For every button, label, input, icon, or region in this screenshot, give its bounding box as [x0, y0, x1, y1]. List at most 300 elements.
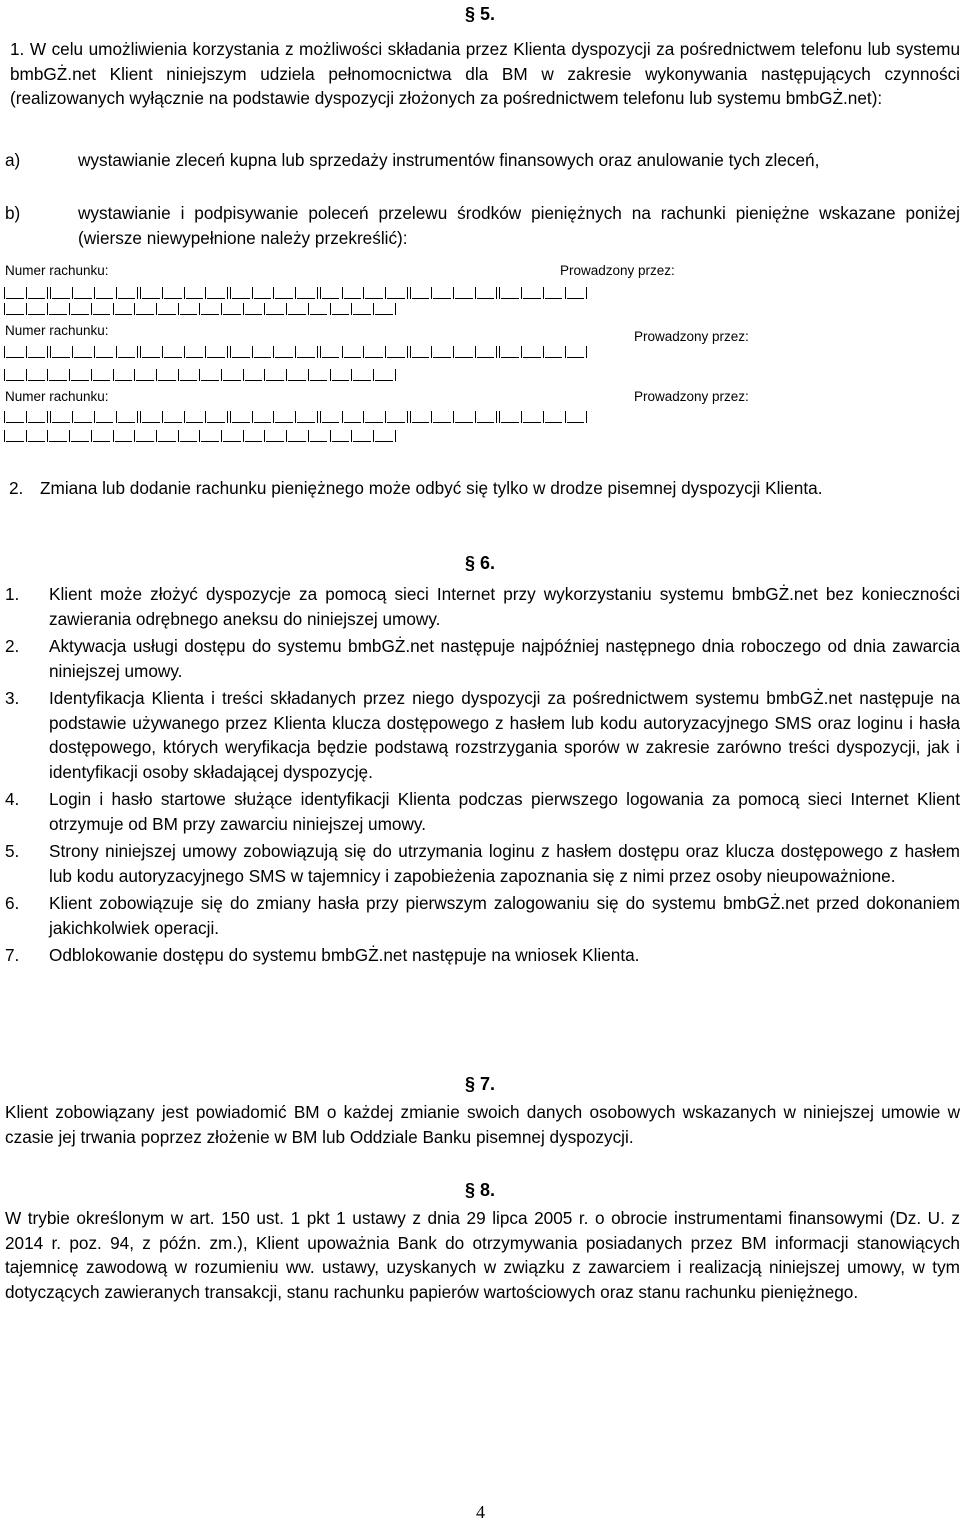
box-separator: [221, 430, 222, 442]
digit-box[interactable]: [322, 287, 340, 299]
list-text: Odblokowanie dostępu do systemu bmbGŻ.net następuje na wniosek Klienta.: [49, 945, 640, 965]
box-separator: [330, 430, 331, 442]
box-separator: [475, 411, 476, 423]
digit-box[interactable]: [71, 430, 89, 442]
digit-box[interactable]: [49, 369, 67, 381]
list-item: [5, 839, 960, 888]
digit-box[interactable]: [523, 411, 541, 423]
box-separator: [453, 411, 454, 423]
page-number: 4: [476, 1502, 485, 1522]
box-separator: [4, 430, 5, 442]
digit-box[interactable]: [477, 287, 495, 299]
box-separator: [496, 411, 497, 423]
digit-box[interactable]: [186, 411, 204, 423]
box-separator: [178, 303, 179, 315]
digit-box[interactable]: [523, 287, 541, 299]
digit-box[interactable]: [455, 287, 473, 299]
box-separator: [373, 430, 374, 442]
box-separator: [264, 303, 265, 315]
digit-box[interactable]: [142, 346, 160, 358]
box-separator: [26, 411, 27, 423]
digit-box[interactable]: [207, 411, 225, 423]
box-separator: [178, 430, 179, 442]
digit-box[interactable]: [115, 303, 133, 315]
digit-box[interactable]: [93, 369, 111, 381]
digit-box[interactable]: [545, 287, 563, 299]
digit-box[interactable]: [433, 287, 451, 299]
box-separator: [199, 430, 200, 442]
digit-box[interactable]: [136, 369, 154, 381]
list-number: 4.: [5, 789, 20, 809]
box-separator: [91, 369, 92, 381]
box-separator: [410, 287, 411, 299]
box-separator: [565, 411, 566, 423]
box-separator: [286, 430, 287, 442]
box-separator: [94, 346, 95, 358]
digit-box[interactable]: [232, 411, 250, 423]
digit-box[interactable]: [387, 411, 405, 423]
section-6-list: [5, 582, 960, 971]
digit-box[interactable]: [567, 346, 585, 358]
digit-box[interactable]: [501, 346, 519, 358]
list-item: [5, 943, 960, 968]
box-separator: [4, 346, 5, 358]
box-separator: [395, 303, 396, 315]
account-2-label: Numer rachunku:: [5, 323, 109, 338]
box-separator: [295, 287, 296, 299]
box-separator: [264, 369, 265, 381]
paragraph-text: Zmiana lub dodanie rachunku pieniężnego może odbyć się tylko w drodze pisemnej dyspozycji Klienta.: [40, 478, 823, 498]
list-text: wystawianie zleceń kupna lub sprzedaży instrumentów finansowych oraz anulowanie tych zleceń,: [78, 150, 820, 170]
box-separator: [320, 411, 321, 423]
box-separator: [26, 346, 27, 358]
digit-box[interactable]: [567, 287, 585, 299]
box-separator: [72, 411, 73, 423]
box-separator: [116, 346, 117, 358]
box-separator: [342, 287, 343, 299]
box-separator: [69, 369, 70, 381]
digit-box[interactable]: [158, 369, 176, 381]
digit-box[interactable]: [74, 287, 92, 299]
digit-box[interactable]: [180, 303, 198, 315]
box-separator: [162, 411, 163, 423]
box-separator: [137, 411, 138, 423]
digit-box[interactable]: [28, 287, 46, 299]
box-separator: [156, 303, 157, 315]
digit-box[interactable]: [455, 346, 473, 358]
digit-box[interactable]: [71, 369, 89, 381]
digit-box[interactable]: [223, 430, 241, 442]
digit-box[interactable]: [207, 287, 225, 299]
digit-box[interactable]: [433, 411, 451, 423]
digit-box[interactable]: [136, 430, 154, 442]
digit-box[interactable]: [322, 346, 340, 358]
box-separator: [264, 430, 265, 442]
account-1-digit-boxes-row2[interactable]: [4, 303, 395, 317]
digit-box[interactable]: [223, 303, 241, 315]
box-separator: [395, 369, 396, 381]
section-6-heading: § 6.: [465, 553, 496, 573]
digit-box[interactable]: [158, 430, 176, 442]
box-separator: [184, 346, 185, 358]
box-separator: [205, 411, 206, 423]
box-separator: [475, 287, 476, 299]
box-separator: [395, 430, 396, 442]
box-separator: [47, 303, 48, 315]
digit-box[interactable]: [207, 346, 225, 358]
digit-box[interactable]: [332, 303, 350, 315]
digit-box[interactable]: [158, 303, 176, 315]
digit-box[interactable]: [118, 346, 136, 358]
digit-box[interactable]: [115, 369, 133, 381]
box-separator: [342, 411, 343, 423]
box-separator: [407, 346, 408, 358]
box-separator: [4, 287, 5, 299]
digit-box[interactable]: [93, 430, 111, 442]
account-1-kept-by: Prowadzony przez:: [560, 263, 675, 278]
box-separator: [243, 430, 244, 442]
box-separator: [72, 346, 73, 358]
digit-box[interactable]: [375, 430, 393, 442]
digit-box[interactable]: [353, 369, 371, 381]
account-1-digit-boxes-row1[interactable]: [4, 287, 589, 301]
digit-box[interactable]: [412, 346, 430, 358]
digit-box[interactable]: [297, 287, 315, 299]
box-separator: [543, 287, 544, 299]
digit-box[interactable]: [310, 369, 328, 381]
box-separator: [26, 303, 27, 315]
box-separator: [137, 346, 138, 358]
section-8-text: W trybie określonym w art. 150 ust. 1 pkt 1 ustawy z dnia 29 lipca 2005 r. o obrocie instrumentami finansowymi (Dz. U. z 2014 r. poz. 94, z późn. zm.), Klient upoważnia Bank do otrzymywania posiadanych przez BM informacji stanowiących tajemnicę zawodową w rozumieniu ww. ustawy, uzyskanych w związku z zawarciem i realizacją niniejszej umowy, w tym dotyczących zawieranych transakcji, stanu rachunku papierów wartościowych oraz stanu rachunku pieniężnego.: [5, 1208, 960, 1302]
digit-box[interactable]: [412, 411, 430, 423]
digit-box[interactable]: [6, 369, 24, 381]
list-label: b): [5, 203, 21, 223]
box-separator: [140, 287, 141, 299]
box-separator: [230, 346, 231, 358]
box-separator: [586, 411, 587, 423]
list-number: 5.: [5, 841, 20, 861]
box-separator: [431, 287, 432, 299]
box-separator: [499, 411, 500, 423]
digit-box[interactable]: [275, 411, 293, 423]
digit-box[interactable]: [180, 430, 198, 442]
digit-box[interactable]: [254, 346, 272, 358]
box-separator: [373, 369, 374, 381]
box-separator: [407, 287, 408, 299]
digit-box[interactable]: [288, 369, 306, 381]
box-separator: [363, 287, 364, 299]
box-separator: [221, 303, 222, 315]
box-separator: [91, 430, 92, 442]
box-separator: [72, 287, 73, 299]
box-separator: [134, 369, 135, 381]
digit-box[interactable]: [375, 303, 393, 315]
box-separator: [205, 346, 206, 358]
list-item: [5, 787, 960, 836]
box-separator: [586, 287, 587, 299]
box-separator: [227, 287, 228, 299]
box-separator: [47, 346, 48, 358]
digit-box[interactable]: [501, 287, 519, 299]
box-separator: [496, 346, 497, 358]
digit-box[interactable]: [288, 303, 306, 315]
box-separator: [286, 369, 287, 381]
digit-box[interactable]: [455, 411, 473, 423]
box-separator: [373, 303, 374, 315]
digit-box[interactable]: [365, 287, 383, 299]
digit-box[interactable]: [115, 430, 133, 442]
box-separator: [363, 411, 364, 423]
digit-box[interactable]: [186, 287, 204, 299]
digit-box[interactable]: [6, 303, 24, 315]
box-separator: [113, 303, 114, 315]
box-separator: [243, 369, 244, 381]
digit-box[interactable]: [288, 430, 306, 442]
list-item-b: [5, 201, 960, 250]
box-separator: [317, 411, 318, 423]
account-2-kept-by: Prowadzony przez:: [634, 329, 749, 344]
digit-box[interactable]: [118, 411, 136, 423]
digit-box[interactable]: [375, 369, 393, 381]
digit-box[interactable]: [201, 303, 219, 315]
box-separator: [134, 430, 135, 442]
digit-box[interactable]: [254, 287, 272, 299]
digit-box[interactable]: [353, 303, 371, 315]
box-separator: [308, 369, 309, 381]
digit-box[interactable]: [344, 346, 362, 358]
box-separator: [410, 411, 411, 423]
digit-box[interactable]: [310, 303, 328, 315]
section-sign: §: [465, 553, 481, 573]
section-sign: §: [465, 4, 481, 24]
digit-box[interactable]: [201, 430, 219, 442]
digit-box[interactable]: [275, 287, 293, 299]
list-text: Klient zobowiązuje się do zmiany hasła przy pierwszym zalogowaniu się do systemu bmbGŻ.net przed dokonaniem jakichkolwiek operacji.: [49, 893, 960, 938]
digit-box[interactable]: [501, 411, 519, 423]
box-separator: [453, 287, 454, 299]
digit-box[interactable]: [275, 346, 293, 358]
box-separator: [496, 287, 497, 299]
box-separator: [26, 430, 27, 442]
box-separator: [286, 303, 287, 315]
box-separator: [221, 369, 222, 381]
digit-box[interactable]: [6, 346, 24, 358]
digit-box[interactable]: [477, 346, 495, 358]
box-separator: [184, 287, 185, 299]
box-separator: [4, 303, 5, 315]
digit-box[interactable]: [232, 346, 250, 358]
digit-box[interactable]: [28, 303, 46, 315]
box-separator: [475, 346, 476, 358]
box-separator: [50, 346, 51, 358]
digit-box[interactable]: [164, 411, 182, 423]
box-separator: [50, 411, 51, 423]
digit-box[interactable]: [344, 411, 362, 423]
digit-box[interactable]: [232, 287, 250, 299]
list-number: 1.: [5, 584, 20, 604]
box-separator: [342, 346, 343, 358]
digit-box[interactable]: [164, 346, 182, 358]
box-separator: [521, 287, 522, 299]
digit-box[interactable]: [49, 303, 67, 315]
box-separator: [320, 346, 321, 358]
box-separator: [162, 346, 163, 358]
digit-box[interactable]: [74, 411, 92, 423]
digit-box[interactable]: [52, 411, 70, 423]
box-separator: [4, 369, 5, 381]
box-separator: [499, 346, 500, 358]
box-separator: [543, 346, 544, 358]
section-sign: §: [465, 1074, 481, 1094]
digit-box[interactable]: [6, 430, 24, 442]
box-separator: [162, 287, 163, 299]
section-8-heading: § 8.: [465, 1180, 496, 1200]
digit-box[interactable]: [52, 346, 70, 358]
digit-box[interactable]: [310, 430, 328, 442]
box-separator: [140, 411, 141, 423]
digit-box[interactable]: [332, 430, 350, 442]
box-separator: [156, 369, 157, 381]
box-separator: [407, 411, 408, 423]
digit-box[interactable]: [186, 346, 204, 358]
box-separator: [91, 303, 92, 315]
digit-box[interactable]: [28, 346, 46, 358]
list-item: [5, 582, 960, 631]
box-separator: [385, 346, 386, 358]
digit-box[interactable]: [545, 346, 563, 358]
digit-box[interactable]: [545, 411, 563, 423]
digit-box[interactable]: [28, 369, 46, 381]
box-separator: [230, 411, 231, 423]
digit-box[interactable]: [180, 369, 198, 381]
box-separator: [47, 430, 48, 442]
box-separator: [134, 303, 135, 315]
list-item-a: [5, 148, 960, 173]
list-label: a): [5, 150, 21, 170]
digit-box[interactable]: [254, 411, 272, 423]
box-separator: [543, 411, 544, 423]
box-separator: [453, 346, 454, 358]
digit-box[interactable]: [96, 411, 114, 423]
account-3-digit-boxes-row1[interactable]: [4, 411, 589, 425]
list-number: 7.: [5, 945, 20, 965]
box-separator: [363, 346, 364, 358]
digit-box[interactable]: [245, 430, 263, 442]
digit-box[interactable]: [353, 430, 371, 442]
box-separator: [26, 287, 27, 299]
digit-box[interactable]: [118, 287, 136, 299]
account-3-kept-by: Prowadzony przez:: [634, 389, 749, 404]
box-separator: [199, 303, 200, 315]
digit-box[interactable]: [387, 287, 405, 299]
account-2-digit-boxes-row2[interactable]: [4, 369, 395, 383]
box-separator: [330, 369, 331, 381]
digit-box[interactable]: [297, 411, 315, 423]
digit-box[interactable]: [477, 411, 495, 423]
digit-box[interactable]: [245, 303, 263, 315]
list-number: 3.: [5, 688, 20, 708]
digit-box[interactable]: [71, 303, 89, 315]
box-separator: [69, 303, 70, 315]
digit-box[interactable]: [201, 369, 219, 381]
box-separator: [431, 346, 432, 358]
digit-box[interactable]: [93, 303, 111, 315]
digit-box[interactable]: [52, 287, 70, 299]
digit-box[interactable]: [164, 287, 182, 299]
box-separator: [308, 430, 309, 442]
box-separator: [330, 303, 331, 315]
box-separator: [317, 346, 318, 358]
digit-box[interactable]: [332, 369, 350, 381]
digit-box[interactable]: [6, 287, 24, 299]
box-separator: [252, 287, 253, 299]
box-separator: [351, 369, 352, 381]
digit-box[interactable]: [266, 303, 284, 315]
paragraph-number: 2.: [9, 478, 24, 498]
digit-box[interactable]: [266, 369, 284, 381]
list-number: 6.: [5, 893, 20, 913]
box-separator: [308, 303, 309, 315]
box-separator: [521, 346, 522, 358]
digit-box[interactable]: [6, 411, 24, 423]
digit-box[interactable]: [387, 346, 405, 358]
box-separator: [243, 303, 244, 315]
account-1-label: Numer rachunku:: [5, 263, 109, 278]
box-separator: [205, 287, 206, 299]
digit-box[interactable]: [96, 287, 114, 299]
digit-box[interactable]: [297, 346, 315, 358]
box-separator: [586, 346, 587, 358]
digit-box[interactable]: [433, 346, 451, 358]
digit-box[interactable]: [74, 346, 92, 358]
list-item: [5, 686, 960, 784]
digit-box[interactable]: [266, 430, 284, 442]
digit-box[interactable]: [49, 430, 67, 442]
digit-box[interactable]: [245, 369, 263, 381]
digit-box[interactable]: [567, 411, 585, 423]
digit-box[interactable]: [28, 411, 46, 423]
box-separator: [199, 369, 200, 381]
digit-box[interactable]: [523, 346, 541, 358]
digit-box[interactable]: [28, 430, 46, 442]
box-separator: [184, 411, 185, 423]
account-2-digit-boxes-row1[interactable]: [4, 346, 589, 360]
box-separator: [137, 287, 138, 299]
digit-box[interactable]: [365, 411, 383, 423]
paragraph-number: 1.: [10, 39, 25, 59]
digit-box[interactable]: [96, 346, 114, 358]
digit-box[interactable]: [322, 411, 340, 423]
digit-box[interactable]: [223, 369, 241, 381]
box-separator: [50, 287, 51, 299]
account-3-digit-boxes-row2[interactable]: [4, 430, 395, 444]
box-separator: [227, 346, 228, 358]
section-5-heading: § 5.: [465, 4, 496, 24]
box-separator: [26, 369, 27, 381]
digit-box[interactable]: [412, 287, 430, 299]
box-separator: [47, 411, 48, 423]
box-separator: [295, 411, 296, 423]
box-separator: [113, 369, 114, 381]
digit-box[interactable]: [142, 411, 160, 423]
digit-box[interactable]: [142, 287, 160, 299]
digit-box[interactable]: [136, 303, 154, 315]
section-sign: §: [465, 1180, 481, 1200]
section-7-text: Klient zobowiązany jest powiadomić BM o każdej zmianie swoich danych osobowych wskazanych w niniejszej umowie w czasie jej trwania poprzez złożenie w BM lub Oddziale Banku pisemnej dyspozycji.: [5, 1102, 960, 1147]
box-separator: [565, 346, 566, 358]
digit-box[interactable]: [365, 346, 383, 358]
digit-box[interactable]: [344, 287, 362, 299]
